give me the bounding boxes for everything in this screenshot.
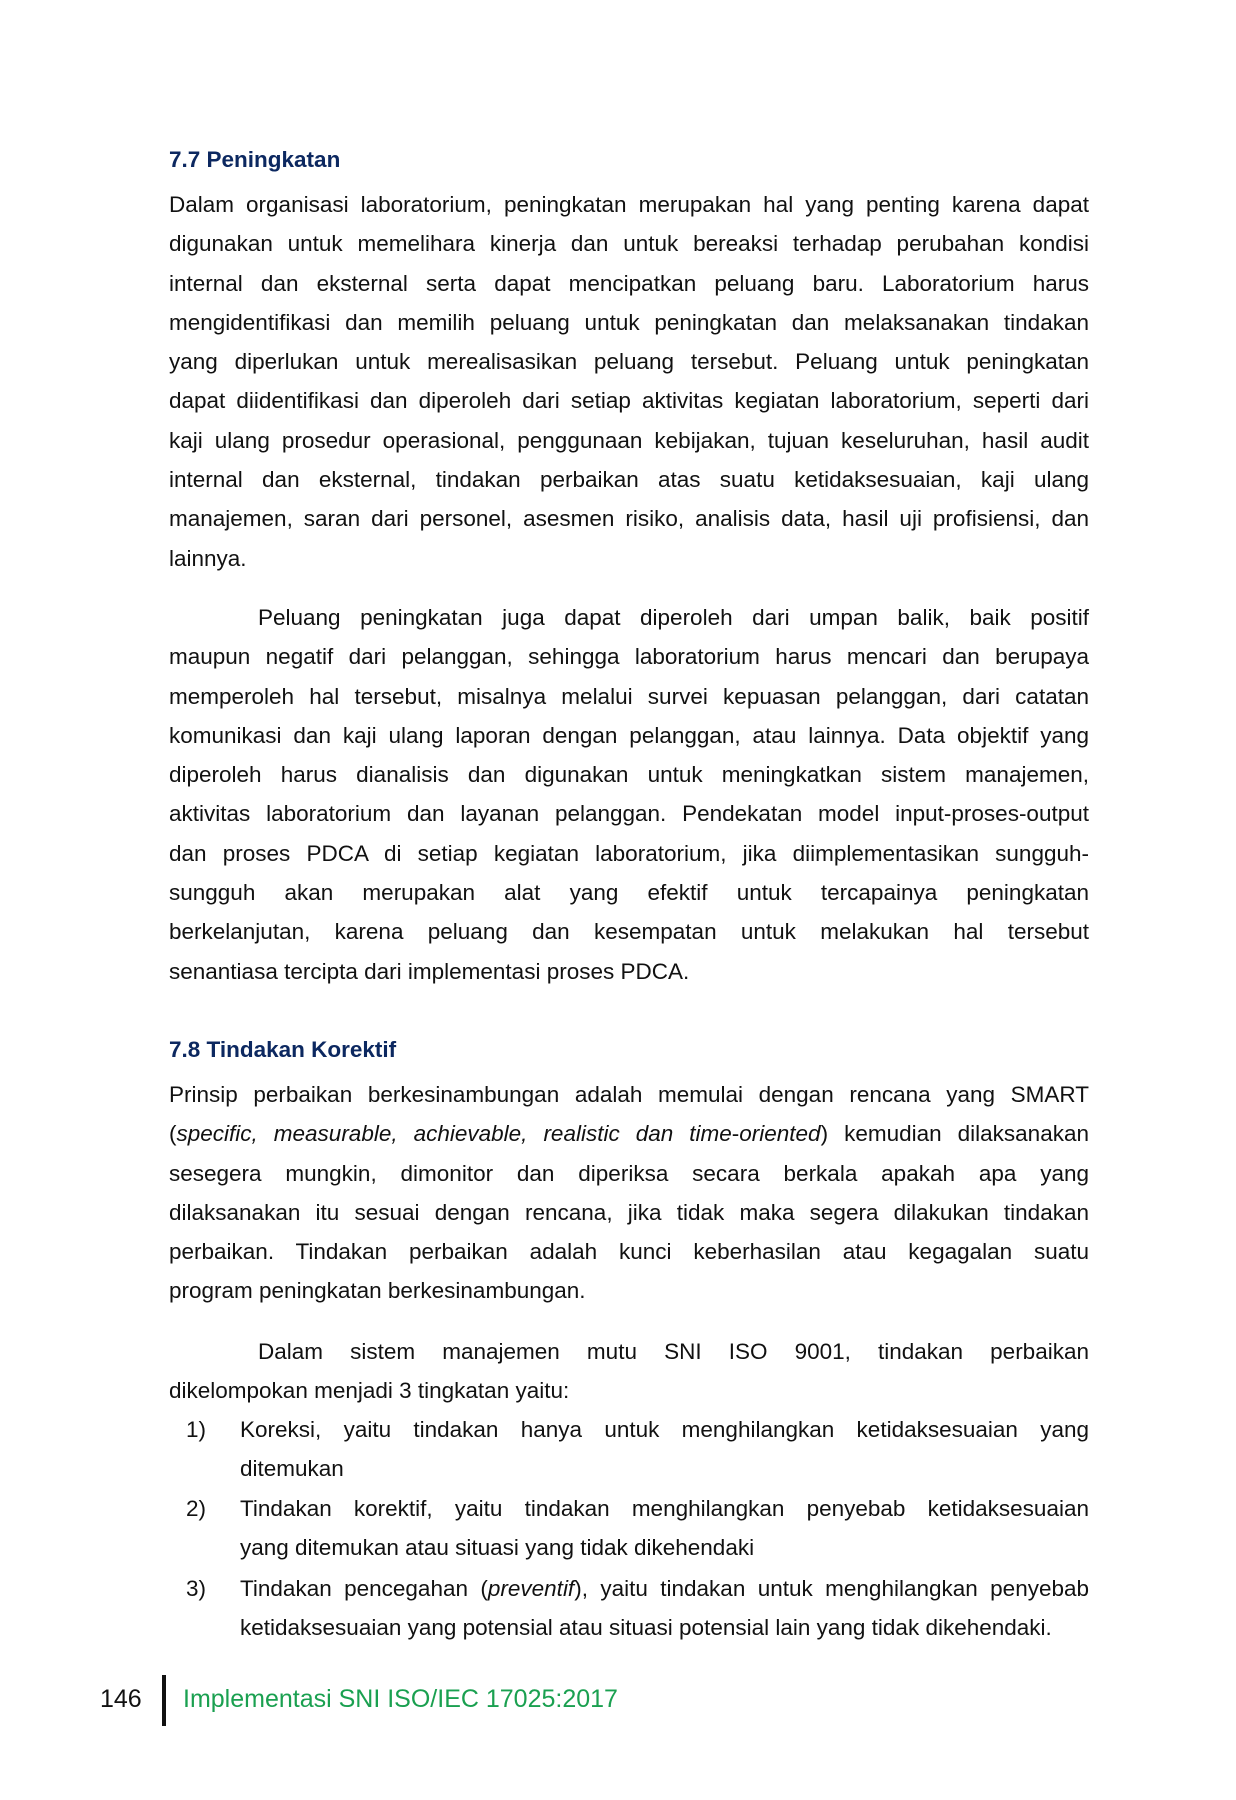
text-line xyxy=(169,716,1089,755)
text-segment: Dalam sistem manajemen mutu SNI ISO 9001, tindakan perbaikan xyxy=(258,1339,1089,1364)
text-line xyxy=(169,834,1089,873)
text-line xyxy=(169,794,1089,833)
text-line xyxy=(240,1608,1089,1647)
text-segment: maupun negatif dari pelanggan, sehingga laboratorium harus mencari dan berupaya xyxy=(169,644,1089,670)
page-number: 146 xyxy=(100,1685,142,1713)
text-segment: Tindakan korektif, yaitu tindakan menghilangkan penyebab ketidaksesuaian xyxy=(240,1496,1089,1521)
text-line xyxy=(240,1449,1089,1488)
text-segment: diperoleh harus dianalisis dan digunakan untuk meningkatkan sistem manajemen, xyxy=(169,762,1089,788)
text-segment: dikelompokan menjadi 3 tingkatan yaitu: xyxy=(169,1378,570,1404)
text-segment: dilaksanakan itu sesuai dengan rencana, jika tidak maka segera dilakukan tindakan xyxy=(169,1199,1089,1225)
list-number: 1) xyxy=(186,1417,207,1442)
text-segment: Tindakan pencegahan ( xyxy=(240,1576,488,1601)
text-line xyxy=(169,421,1089,460)
text-segment: mengidentifikasi dan memilih peluang untuk peningkatan dan melaksanakan tindakan xyxy=(169,309,1089,335)
paragraph xyxy=(169,598,1089,991)
text-segment: internal dan eksternal, tindakan perbaikan atas suatu ketidaksesuaian, kaji ulang xyxy=(169,467,1089,493)
text-line xyxy=(169,1154,1089,1193)
paragraph xyxy=(169,185,1089,578)
text-line xyxy=(169,1332,1089,1371)
text-segment: sungguh akan merupakan alat yang efektif untuk tercapainya peningkatan xyxy=(169,880,1089,906)
footer-divider xyxy=(162,1675,166,1726)
text-line xyxy=(169,224,1089,263)
list-text xyxy=(240,1410,1089,1489)
text-segment: ), yaitu tindakan untuk menghilangkan penyebab xyxy=(574,1576,1090,1601)
text-segment: memperoleh hal tersebut, misalnya melalui survei kepuasan pelanggan, dari catatan xyxy=(169,683,1089,709)
text-segment: lainnya. xyxy=(169,545,247,571)
text-line xyxy=(169,381,1089,420)
text-line xyxy=(240,1569,1089,1608)
text-line xyxy=(169,303,1089,342)
text-line xyxy=(169,637,1089,676)
italic-text: oriented xyxy=(739,1121,821,1147)
text-segment: ketidaksesuaian yang potensial atau situasi potensial lain yang tidak dikehendaki. xyxy=(240,1615,1052,1641)
text-segment: dan proses PDCA di setiap kegiatan laboratorium, jika diimplementasikan sungguh- xyxy=(169,840,1089,866)
text-line xyxy=(169,598,1089,637)
text-segment: dapat diidentifikasi dan diperoleh dari setiap aktivitas kegiatan laboratorium, seperti dari xyxy=(169,388,1089,414)
text-segment: berkelanjutan, karena peluang dan kesempatan untuk melakukan hal tersebut xyxy=(169,919,1089,945)
text-line xyxy=(169,264,1089,303)
footer-book-title: Implementasi SNI ISO/IEC 17025:2017 xyxy=(183,1685,618,1713)
text-segment: aktivitas laboratorium dan layanan pelanggan. Pendekatan model input-proses-output xyxy=(169,801,1089,827)
text-line xyxy=(169,1232,1089,1271)
text-line xyxy=(169,1193,1089,1232)
text-line xyxy=(240,1528,1089,1567)
text-line xyxy=(169,1075,1089,1114)
list-text xyxy=(240,1489,1089,1568)
text-segment: program peningkatan berkesinambungan. xyxy=(169,1278,586,1304)
text-line xyxy=(169,1271,1089,1310)
text-line xyxy=(169,499,1089,538)
text-line xyxy=(169,342,1089,381)
text-line xyxy=(169,952,1089,991)
text-segment: Dalam organisasi laboratorium, peningkatan merupakan hal yang penting karena dapat xyxy=(169,192,1089,217)
text-segment: ( xyxy=(169,1121,177,1147)
text-segment: ditemukan xyxy=(240,1456,344,1482)
section-heading-7-7: 7.7 Peningkatan xyxy=(169,147,341,172)
section-heading-7-8: 7.8 Tindakan Korektif xyxy=(169,1037,397,1062)
text-segment: yang ditemukan atau situasi yang tidak dikehendaki xyxy=(240,1535,755,1561)
text-segment: ) kemudian dilaksanakan xyxy=(820,1121,1089,1147)
text-line xyxy=(169,873,1089,912)
text-segment: Peluang peningkatan juga dapat diperoleh dari umpan balik, baik positif xyxy=(258,605,1089,630)
text-segment: digunakan untuk memelihara kinerja dan untuk bereaksi terhadap perubahan kondisi xyxy=(169,231,1089,257)
text-line xyxy=(240,1489,1089,1528)
italic-text: preventif xyxy=(487,1576,575,1601)
text-segment: kaji ulang prosedur operasional, penggunaan kebijakan, tujuan keseluruhan, hasil audit xyxy=(169,427,1089,453)
italic-text: specific, measurable, achievable, realistic dan time xyxy=(176,1121,732,1147)
text-segment: yang diperlukan untuk merealisasikan peluang tersebut. Peluang untuk peningkatan xyxy=(169,349,1089,375)
text-segment: senantiasa tercipta dari implementasi proses PDCA. xyxy=(169,958,690,984)
text-line xyxy=(169,460,1089,499)
text-line xyxy=(169,1114,1089,1153)
list-text xyxy=(240,1569,1089,1648)
text-segment: internal dan eksternal serta dapat mencipatkan peluang baru. Laboratorium harus xyxy=(169,270,1089,296)
text-segment: perbaikan. Tindakan perbaikan adalah kunci keberhasilan atau kegagalan suatu xyxy=(169,1239,1089,1265)
text-line xyxy=(169,539,1089,578)
text-segment: Koreksi, yaitu tindakan hanya untuk menghilangkan ketidaksesuaian yang xyxy=(240,1417,1089,1442)
text-segment: - xyxy=(731,1121,740,1147)
text-line xyxy=(240,1410,1089,1449)
list-number: 3) xyxy=(186,1576,207,1601)
paragraph xyxy=(169,1075,1089,1311)
text-line xyxy=(169,677,1089,716)
paragraph xyxy=(169,1332,1089,1411)
text-line xyxy=(169,912,1089,951)
text-segment: sesegera mungkin, dimonitor dan diperiksa secara berkala apakah apa yang xyxy=(169,1160,1089,1186)
text-segment: Prinsip perbaikan berkesinambungan adalah memulai dengan rencana yang SMART xyxy=(169,1082,1089,1107)
text-line xyxy=(169,185,1089,224)
text-segment: komunikasi dan kaji ulang laporan dengan pelanggan, atau lainnya. Data objektif yang xyxy=(169,722,1089,748)
text-line xyxy=(169,755,1089,794)
text-segment: manajemen, saran dari personel, asesmen risiko, analisis data, hasil uji profisiensi, dan xyxy=(169,506,1089,532)
text-line xyxy=(169,1371,1089,1410)
list-number: 2) xyxy=(186,1496,207,1521)
